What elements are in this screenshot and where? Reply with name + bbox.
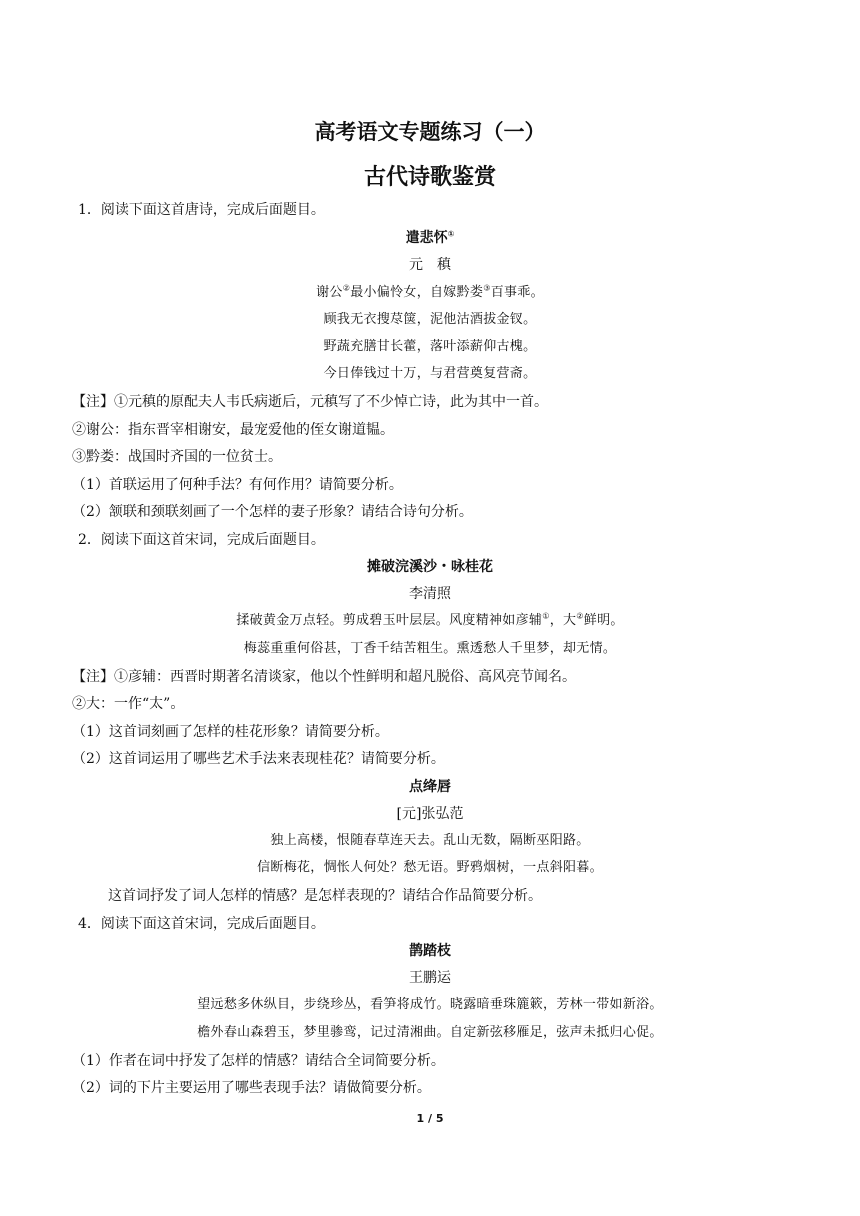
page-subtitle: 古代诗歌鉴赏 [363, 164, 496, 190]
q2-question-1: （1）这首词刻画了怎样的桂花形象？请简要分析。 [72, 724, 389, 740]
q2-poem-line-1: 揉破黄金万点轻。剪成碧玉叶层层。风度精神如彦辅①，大②鲜明。 [236, 611, 624, 628]
q4-poem-line-1: 望远愁多休纵目，步绕珍丛，看笋将成竹。晓露暗垂珠簏簌，芳林一带如新浴。 [197, 997, 663, 1012]
q2-note-2: ②大：一作“太”。 [72, 696, 185, 712]
q4-poem-line-2: 檐外春山森碧玉，梦里骖鸾，记过清湘曲。自定新弦移雁足，弦声未抵归心促。 [197, 1025, 663, 1040]
q1-note-3: ③黔娄：战国时齐国的一位贫士。 [72, 449, 282, 465]
q3-author: [元]张弘范 [396, 806, 464, 822]
q2-author: 李清照 [409, 586, 451, 602]
q1-question-2: （2）颔联和颈联刻画了一个怎样的妻子形象？请结合诗句分析。 [72, 504, 473, 520]
q4-author: 王鹏运 [409, 970, 451, 986]
q1-question-1: （1）首联运用了何种手法？有何作用？请简要分析。 [72, 477, 403, 493]
q3-question: 这首词抒发了词人怎样的情感？是怎样表现的？请结合作品简要分析。 [108, 888, 542, 904]
q4-question-2: （2）词的下片主要运用了哪些表现手法？请做简要分析。 [72, 1080, 431, 1096]
q1-poem-line-3: 野蔬充膳甘长藿，落叶添薪仰古槐。 [323, 339, 537, 354]
q1-poem-line-4: 今日俸钱过十万，与君营奠复营斋。 [323, 366, 537, 381]
page-title: 高考语文专题练习（一） [314, 119, 546, 144]
q2-intro: 2．阅读下面这首宋词，完成后面题目。 [78, 532, 325, 548]
q4-question-1: （1）作者在词中抒发了怎样的情感？请结合全词简要分析。 [72, 1053, 445, 1069]
q3-poem-line-2: 信断梅花，惆怅人何处？愁无语。野鸦烟树，一点斜阳暮。 [257, 860, 603, 875]
q2-poem-line-2: 梅蕊重重何俗甚，丁香千结苦粗生。熏透愁人千里梦，却无情。 [243, 641, 617, 656]
q4-poem-title: 鹊踏枝 [409, 943, 451, 959]
q3-poem-title: 点绛唇 [409, 779, 451, 795]
q1-poem-line-2: 顾我无衣搜荩箧，泥他沽酒拔金钗。 [323, 312, 537, 327]
q2-question-2: （2）这首词运用了哪些艺术手法来表现桂花？请简要分析。 [72, 751, 445, 767]
q1-author: 元 稹 [409, 257, 451, 273]
q3-poem-line-1: 独上高楼，恨随春草连天去。乱山无数，隔断巫阳路。 [270, 833, 590, 848]
page-number: 1 / 5 [416, 1112, 444, 1125]
q1-intro: 1．阅读下面这首唐诗，完成后面题目。 [78, 202, 325, 218]
q4-intro: 4．阅读下面这首宋词，完成后面题目。 [78, 916, 325, 932]
q1-note-2: ②谢公：指东晋宰相谢安，最宠爱他的侄女谢道韫。 [72, 422, 394, 438]
q2-poem-title: 摊破浣溪沙・咏桂花 [367, 559, 493, 575]
q1-note-1: 【注】①元稹的原配夫人韦氏病逝后，元稹写了不少悼亡诗，此为其中一首。 [72, 394, 548, 410]
q1-poem-title: 遣悲怀① [405, 229, 455, 246]
q2-note-1: 【注】①彦辅：西晋时期著名清谈家，他以个性鲜明和超凡脱俗、高风亮节闻名。 [72, 669, 576, 685]
q1-poem-line-1: 谢公②最小偏怜女，自嫁黔娄③百事乖。 [316, 283, 544, 300]
